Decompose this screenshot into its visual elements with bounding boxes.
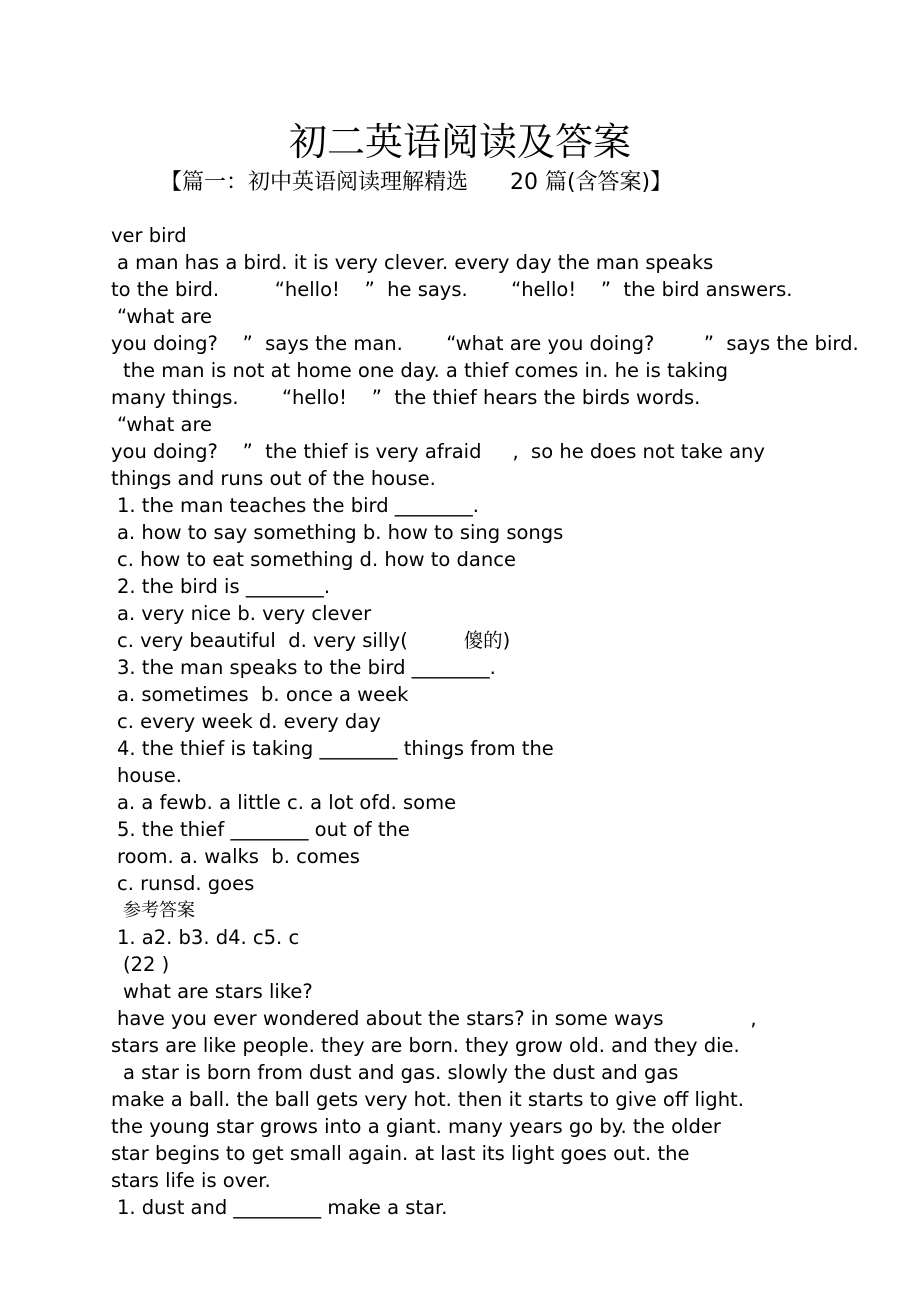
option-line: c. how to eat something d. how to dance xyxy=(117,548,516,571)
text-line: the young star grows into a giant. many years go by. the older xyxy=(111,1115,721,1138)
question-line: 1. the man teaches the bird ________. xyxy=(117,494,479,517)
option-line: a. a fewb. a little c. a lot ofd. some xyxy=(117,791,457,814)
document-subtitle: 【篇一：初中英语阅读理解精选 20 篇(含答案)】 xyxy=(160,170,673,195)
text-line: “what are xyxy=(117,413,213,436)
text-line: star begins to get small again. at last its light goes out. the xyxy=(111,1142,690,1165)
question-line: 4. the thief is taking ________ things from the xyxy=(117,737,554,760)
question-line: 2. the bird is ________. xyxy=(117,575,331,598)
question-line: 1. dust and _________ make a star. xyxy=(117,1196,448,1219)
document-body xyxy=(111,222,911,1221)
option-line: room. a. walks b. comes xyxy=(117,845,360,868)
question-line: 3. the man speaks to the bird ________. xyxy=(117,656,496,679)
question-line: house. xyxy=(117,764,183,787)
text-line: stars life is over. xyxy=(111,1169,271,1192)
text-line: stars are like people. they are born. they grow old. and they die. xyxy=(111,1034,740,1057)
text-line: make a ball. the ball gets very hot. then it starts to give off light. xyxy=(111,1088,744,1111)
text-line: you doing? ” the thief is very afraid , so he does not take any xyxy=(111,440,765,463)
text-line: ver bird xyxy=(111,224,187,247)
text-line: a star is born from dust and gas. slowly the dust and gas xyxy=(123,1061,679,1084)
text-line: “what are xyxy=(117,305,213,328)
option-line: c. every week d. every day xyxy=(117,710,381,733)
section-number: (22 ) xyxy=(123,953,170,976)
answers-heading: 参考答案 xyxy=(123,900,195,921)
option-line: a. very nice b. very clever xyxy=(117,602,372,625)
option-line: a. sometimes b. once a week xyxy=(117,683,409,706)
answers-line: 1. a2. b3. d4. c5. c xyxy=(117,926,300,949)
document-title: 初二英语阅读及答案 xyxy=(288,120,631,164)
text-line: a man has a bird. it is very clever. every day the man speaks xyxy=(117,251,714,274)
text-line: many things. “hello! ” the thief hears the birds words. xyxy=(111,386,701,409)
option-line: c. very beautiful d. very silly( 傻的) xyxy=(117,629,511,652)
question-line: 5. the thief ________ out of the xyxy=(117,818,410,841)
text-line: to the bird. “hello! ” he says. “hello! ” the bird answers. xyxy=(111,278,793,301)
text-line: you doing? ” says the man. “what are you doing? ” says the bird. xyxy=(111,332,859,355)
text-line: the man is not at home one day. a thief comes in. he is taking xyxy=(123,359,729,382)
option-line: c. runsd. goes xyxy=(117,872,255,895)
passage-title: what are stars like? xyxy=(123,980,313,1003)
text-line: things and runs out of the house. xyxy=(111,467,436,490)
option-line: a. how to say something b. how to sing songs xyxy=(117,521,564,544)
text-line: have you ever wondered about the stars? in some ways , xyxy=(117,1007,757,1030)
